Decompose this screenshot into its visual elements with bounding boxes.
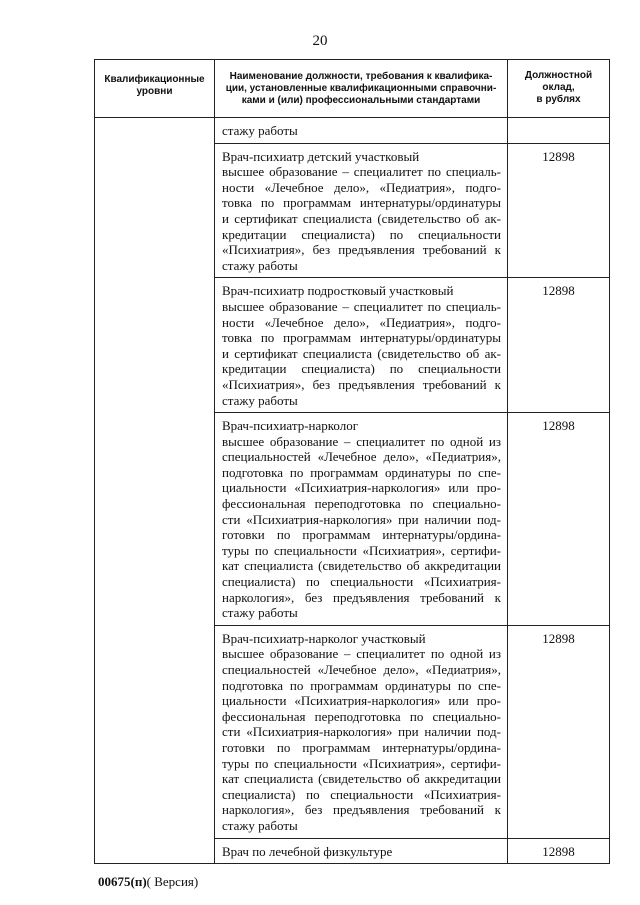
footer-version: ( Версия)	[146, 874, 199, 889]
footer-code: 00675(п)	[98, 874, 147, 889]
requirement-line: стажу работы	[222, 257, 298, 273]
requirement-line: специалиста) по специальности «Психиатрия-	[222, 786, 501, 802]
salary-cell: 12898	[508, 143, 610, 278]
position-title: Врач-психиатр-нарколог участковый	[222, 630, 426, 646]
requirement-line: специальностей «Лечебное дело», «Педиатрия»,	[222, 662, 501, 677]
table-header-row	[95, 60, 610, 118]
requirement-line: стажу работы	[222, 817, 298, 833]
requirement-line: товка по программам интернатуры/ординатуры	[222, 195, 501, 211]
requirement-line: кат специалиста (свидетельство об аккредитации	[222, 771, 501, 787]
requirement-line: кат специалиста (свидетельство об аккредитации	[222, 558, 501, 574]
position-title: Врач по лечебной физкультуре	[222, 843, 393, 859]
requirement-line: фессиональная переподготовка по специально-	[222, 708, 501, 724]
header-line: уровни	[136, 86, 173, 97]
position-requirements-cell	[215, 838, 508, 864]
position-requirements-cell	[215, 625, 508, 838]
qualification-level-cell	[95, 118, 215, 864]
salary-cell: 12898	[508, 413, 610, 626]
requirement-line: сти «Психиатрия-наркология» при наличии под-	[222, 724, 501, 740]
requirement-line: высшее образование – специалитет по одной из	[222, 646, 501, 662]
requirement-line: товка по программам интернатуры/ординатуры	[222, 330, 501, 346]
position-title: Врач-психиатр подростковый участковый	[222, 283, 454, 299]
document-footer	[98, 874, 198, 890]
requirement-line: наркология», без предъявления требований к	[222, 802, 501, 818]
header-position-requirements	[215, 60, 508, 118]
requirement-line: высшее образование – специалитет по специаль-	[222, 298, 501, 314]
salary-cell: 12898	[508, 278, 610, 413]
position-title: Врач-психиатр-нарколог	[222, 418, 359, 434]
requirement-line: ности «Лечебное дело», «Педиатрия», подго-	[222, 314, 501, 330]
page-number: 20	[312, 33, 328, 49]
header-line: Наименование должности, требования к квалифика-	[229, 71, 493, 82]
header-salary	[508, 60, 610, 118]
header-line: ции, установленные квалификационными справочни-	[225, 83, 497, 94]
requirement-line: кредитации специалиста) по специальности	[222, 226, 501, 242]
position-requirements-cell	[215, 278, 508, 413]
position-requirements-cell	[215, 413, 508, 626]
requirement-line: готовки по программам интернатуры/ордина-	[222, 739, 501, 755]
requirement-line: высшее образование – специалитет по одной из	[222, 433, 501, 449]
requirement-line: стажу работы	[222, 123, 298, 138]
requirement-line: подготовка по программам ординатуры по спе-	[222, 677, 501, 693]
requirement-line: специальностей «Лечебное дело», «Педиатрия»,	[222, 449, 501, 465]
requirement-line: и сертификат специалиста (свидетельство об ак-	[222, 210, 501, 226]
requirement-line: туры по специальности «Психиатрия», сертифи-	[222, 542, 501, 558]
requirement-line: специалиста) по специальности «Психиатрия-	[222, 574, 501, 590]
salary-cell	[508, 118, 610, 144]
requirement-line: и сертификат специалиста (свидетельство об ак-	[222, 345, 501, 361]
requirement-line: стажу работы	[222, 605, 298, 621]
requirement-line: подготовка по программам ординатуры по спе-	[222, 464, 501, 480]
requirement-line: фессиональная переподготовка по специально-	[222, 496, 501, 512]
requirement-line: циальности «Психиатрия-наркология» или про-	[222, 693, 501, 709]
requirement-line: стажу работы	[222, 392, 298, 408]
requirement-line: ности «Лечебное дело», «Педиатрия», подго-	[222, 179, 501, 195]
position-requirements-cell	[215, 118, 508, 144]
requirement-line: готовки по программам интернатуры/ордина-	[222, 527, 501, 543]
header-line: Должностной оклад,	[524, 70, 593, 93]
requirement-line: кредитации специалиста) по специальности	[222, 361, 501, 377]
salary-cell: 12898	[508, 838, 610, 864]
requirement-line: «Психиатрия», без предъявления требований к	[222, 242, 501, 258]
position-requirements-cell	[215, 143, 508, 278]
requirement-line: «Психиатрия», без предъявления требований к	[222, 376, 501, 392]
qualification-table	[94, 59, 610, 864]
requirement-line: наркология», без предъявления требований к	[222, 589, 501, 605]
requirement-line: высшее образование – специалитет по специаль-	[222, 164, 501, 180]
header-line: в рублях	[536, 94, 581, 105]
salary-cell: 12898	[508, 625, 610, 838]
header-qualification-levels	[95, 60, 215, 118]
header-line: ками и (или) профессиональными стандартами	[241, 95, 481, 106]
header-line: Квалификационные	[104, 74, 205, 85]
requirement-line: циальности «Психиатрия-наркология» или про-	[222, 480, 501, 496]
requirement-line: сти «Психиатрия-наркология» при наличии под-	[222, 511, 501, 527]
requirement-line: туры по специальности «Психиатрия», сертифи-	[222, 755, 501, 771]
table-row	[95, 118, 610, 144]
position-title: Врач-психиатр детский участковый	[222, 148, 420, 164]
